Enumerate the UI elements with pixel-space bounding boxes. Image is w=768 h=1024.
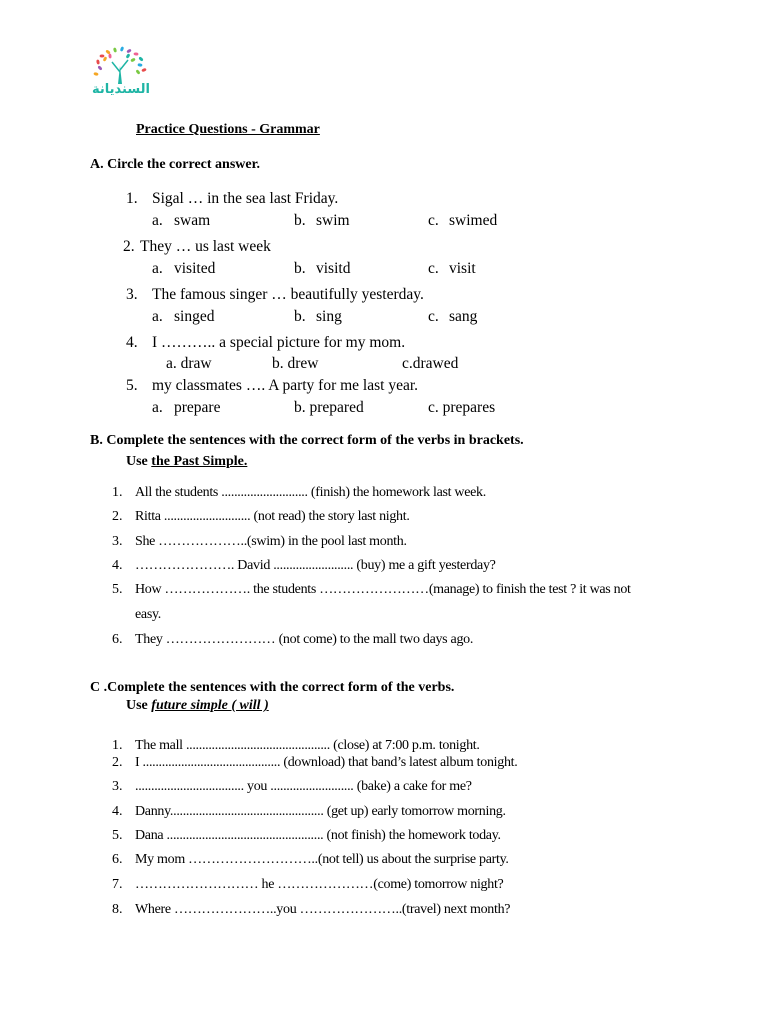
b-item-2-number: 2. bbox=[112, 509, 123, 524]
logo-leaf bbox=[93, 72, 98, 76]
c-item-2-number: 2. bbox=[112, 755, 123, 770]
q1-option-b[interactable]: swim bbox=[316, 212, 350, 229]
c-item-1-number: 1. bbox=[112, 738, 123, 753]
q2-option-b-letter[interactable]: b. bbox=[294, 260, 306, 277]
section-b-tense: the Past Simple. bbox=[151, 454, 248, 469]
q2-option-c-letter[interactable]: c. bbox=[428, 260, 439, 277]
logo-leaf bbox=[125, 53, 130, 59]
section-b-heading: B. Complete the sentences with the correct form of the verbs in brackets. bbox=[90, 433, 524, 448]
c-item-6-text[interactable]: My mom ………………………..(not tell) us about the surprise party. bbox=[135, 852, 509, 867]
logo-leaf bbox=[141, 68, 147, 73]
page-title: Practice Questions - Grammar bbox=[136, 122, 320, 137]
c-item-1-text[interactable]: The mall ............................................. (close) at 7:00 p.m. tonight. bbox=[135, 738, 480, 753]
logo-leaf bbox=[100, 55, 105, 58]
logo-leaf bbox=[138, 56, 144, 61]
q1-option-b-letter[interactable]: b. bbox=[294, 212, 306, 229]
logo-leaf bbox=[120, 46, 125, 52]
c-item-3-number: 3. bbox=[112, 779, 123, 794]
b-item-6-number: 6. bbox=[112, 632, 123, 647]
logo-leaf bbox=[126, 48, 132, 53]
q5-option-b[interactable]: b. prepared bbox=[294, 399, 364, 416]
logo-leaf bbox=[135, 69, 140, 75]
section-a-heading: A. Circle the correct answer. bbox=[90, 157, 261, 172]
question-5-text: my classmates …. A party for me last year. bbox=[152, 377, 419, 394]
b-item-5-continuation: easy. bbox=[135, 607, 161, 622]
b-item-6-text[interactable]: They …………………… (not come) to the mall two days ago. bbox=[135, 632, 474, 647]
b-item-5-number: 5. bbox=[112, 582, 123, 597]
b-item-4-text[interactable]: …………………. David ......................... (buy) me a gift yesterday? bbox=[135, 558, 496, 573]
q2-option-b[interactable]: visitd bbox=[316, 260, 351, 277]
c-item-7-text[interactable]: ……………………… he …………………(come) tomorrow night? bbox=[135, 877, 504, 892]
question-4-number: 4. bbox=[126, 334, 138, 351]
question-1-text: Sigal … in the sea last Friday. bbox=[152, 190, 339, 207]
c-item-7-number: 7. bbox=[112, 877, 123, 892]
q2-option-a[interactable]: visited bbox=[174, 260, 216, 277]
section-c-instruction: Use future simple ( will ) bbox=[126, 698, 269, 713]
logo-leaf bbox=[113, 47, 117, 52]
c-item-3-text[interactable]: .................................. you .......................... (bake) a cake for me? bbox=[135, 779, 472, 794]
q4-option-c[interactable]: c.drawed bbox=[402, 355, 459, 372]
q4-option-b[interactable]: b. drew bbox=[272, 355, 319, 372]
q3-option-b-letter[interactable]: b. bbox=[294, 308, 306, 325]
question-4-text: I ……….. a special picture for my mom. bbox=[152, 334, 406, 351]
c-item-4-number: 4. bbox=[112, 804, 123, 819]
logo-text: السنديانة bbox=[92, 82, 150, 97]
c-item-5-number: 5. bbox=[112, 828, 123, 843]
question-2-text: They … us last week bbox=[140, 238, 271, 255]
logo-leaf bbox=[137, 63, 142, 67]
question-1-number: 1. bbox=[126, 190, 138, 207]
question-2-number: 2. bbox=[123, 238, 135, 255]
question-5-number: 5. bbox=[126, 377, 138, 394]
b-item-4-number: 4. bbox=[112, 558, 123, 573]
q1-option-c[interactable]: swimed bbox=[449, 212, 498, 229]
c-item-4-text[interactable]: Danny................................................ (get up) early tomorrow morning. bbox=[135, 804, 506, 819]
q3-option-a[interactable]: singed bbox=[174, 308, 215, 325]
section-c-heading: C .Complete the sentences with the correct form of the verbs. bbox=[90, 680, 455, 695]
b-item-5-text[interactable]: How ………………. the students ……………………(manage) to finish the test ? it was not bbox=[135, 582, 631, 597]
q2-option-a-letter[interactable]: a. bbox=[152, 260, 163, 277]
c-item-5-text[interactable]: Dana ................................................. (not finish) the homework today. bbox=[135, 828, 501, 843]
q3-option-b[interactable]: sing bbox=[316, 308, 342, 325]
logo-leaf bbox=[133, 52, 138, 55]
q5-option-a[interactable]: prepare bbox=[174, 399, 221, 416]
q1-option-a-letter[interactable]: a. bbox=[152, 212, 163, 229]
b-item-3-number: 3. bbox=[112, 534, 123, 549]
q5-option-a-letter[interactable]: a. bbox=[152, 399, 163, 416]
q1-option-a[interactable]: swam bbox=[174, 212, 211, 229]
b-item-1-text[interactable]: All the students ........................... (finish) the homework last week. bbox=[135, 485, 486, 500]
b-item-1-number: 1. bbox=[112, 485, 123, 500]
c-item-2-text[interactable]: I ........................................... (download) that band’s latest album tonight. bbox=[135, 755, 518, 770]
q5-option-c[interactable]: c. prepares bbox=[428, 399, 496, 416]
c-item-8-number: 8. bbox=[112, 902, 123, 917]
q3-option-a-letter[interactable]: a. bbox=[152, 308, 163, 325]
school-logo bbox=[88, 46, 152, 102]
c-item-8-text[interactable]: Where …………………..you …………………..(travel) next month? bbox=[135, 902, 511, 917]
section-b-instruction: Use the Past Simple. bbox=[126, 454, 248, 469]
question-3-number: 3. bbox=[126, 286, 138, 303]
section-c-tense: future simple ( will ) bbox=[151, 698, 269, 713]
q3-option-c[interactable]: sang bbox=[449, 308, 478, 325]
q3-option-c-letter[interactable]: c. bbox=[428, 308, 439, 325]
q2-option-c[interactable]: visit bbox=[449, 260, 476, 277]
b-item-3-text[interactable]: She ………………..(swim) in the pool last month. bbox=[135, 534, 407, 549]
logo-leaf bbox=[96, 59, 100, 64]
q4-option-a[interactable]: a. draw bbox=[166, 355, 212, 372]
b-item-2-text[interactable]: Ritta ........................... (not read) the story last night. bbox=[135, 509, 410, 524]
c-item-6-number: 6. bbox=[112, 852, 123, 867]
logo-leaf bbox=[97, 65, 102, 71]
logo-leaf bbox=[108, 53, 111, 58]
logo-leaf bbox=[130, 58, 136, 63]
question-3-text: The famous singer … beautifully yesterday. bbox=[152, 286, 424, 303]
q1-option-c-letter[interactable]: c. bbox=[428, 212, 439, 229]
